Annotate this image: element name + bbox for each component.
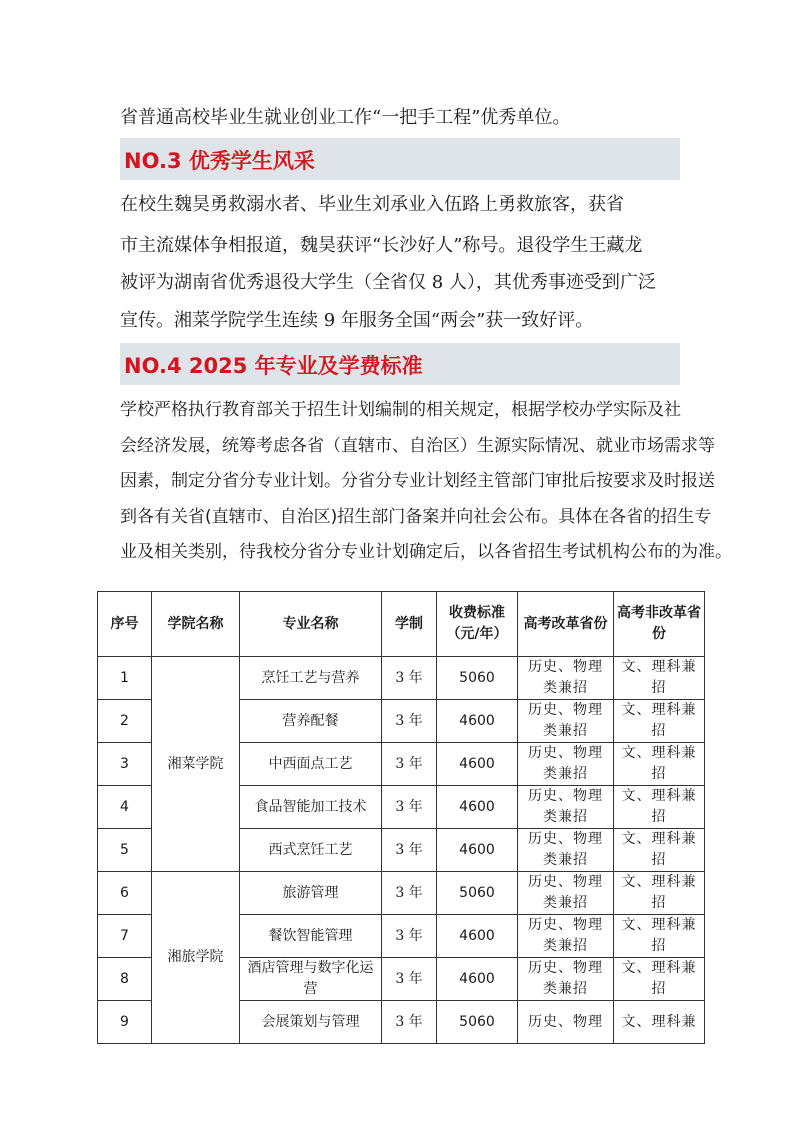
years: 3 年 [382, 958, 437, 1001]
major-name: 营养配餐 [240, 700, 382, 743]
years: 3 年 [382, 657, 437, 700]
major-name: 旅游管理 [240, 872, 382, 915]
years: 3 年 [382, 700, 437, 743]
paragraph-line: 因素，制定分省分专业计划。分省分专业计划经主管部门审批后按要求及时报送 [120, 471, 715, 491]
paragraph-line: 在校生魏昊勇救溺水者、毕业生刘承业入伍路上勇救旅客，获省 [120, 194, 624, 215]
reform-category: 历史、物理 [518, 1001, 614, 1044]
nonreform-category: 文、理科兼 [614, 1001, 705, 1044]
nonreform-category: 文、理科兼招 [614, 915, 705, 958]
fee: 4600 [437, 958, 518, 1001]
section-4-banner [120, 343, 680, 385]
fee: 4600 [437, 700, 518, 743]
major-name: 会展策划与管理 [240, 1001, 382, 1044]
fee-table [97, 591, 705, 1044]
major-name: 中西面点工艺 [240, 743, 382, 786]
major-name: 酒店管理与数字化运营 [240, 958, 382, 1001]
table-header-row [98, 592, 705, 657]
paragraph-line: 会经济发展，统筹考虑各省（直辖市、自治区）生源实际情况、就业市场需求等 [120, 435, 715, 456]
major-name: 西式烹饪工艺 [240, 829, 382, 872]
college-name: 湘菜学院 [152, 657, 240, 872]
paragraph-line: 业及相关类别，待我校分省分专业计划确定后，以各省招生考试机构公布的为准。 [120, 542, 732, 562]
row-no: 2 [98, 700, 152, 743]
years: 3 年 [382, 915, 437, 958]
reform-category: 历史、物理类兼招 [518, 657, 614, 700]
row-no: 4 [98, 786, 152, 829]
row-no: 8 [98, 958, 152, 1001]
nonreform-category: 文、理科兼招 [614, 743, 705, 786]
paragraph-line: 学校严格执行教育部关于招生计划编制的相关规定，根据学校办学实际及社 [120, 400, 681, 420]
nonreform-category: 文、理科兼招 [614, 786, 705, 829]
major-name: 餐饮智能管理 [240, 915, 382, 958]
section-3-paragraph [120, 190, 680, 336]
header-fee: 收费标准（元/年） [437, 592, 518, 657]
nonreform-category: 文、理科兼招 [614, 700, 705, 743]
intro-line: 省普通高校毕业生就业创业工作“一把手工程”优秀单位。 [120, 107, 571, 128]
fee: 4600 [437, 743, 518, 786]
reform-category: 历史、物理类兼招 [518, 958, 614, 1001]
years: 3 年 [382, 786, 437, 829]
major-name: 食品智能加工技术 [240, 786, 382, 829]
fee: 5060 [437, 872, 518, 915]
row-no: 5 [98, 829, 152, 872]
header-no: 序号 [98, 592, 152, 657]
fee: 4600 [437, 915, 518, 958]
section-4-title: NO.4 2025 年专业及学费标准 [124, 354, 423, 378]
paragraph-line: 到各有关省(直辖市、自治区)招生部门备案并向社会公布。具体在各省的招生专 [120, 506, 712, 527]
fee: 5060 [437, 1001, 518, 1044]
section-3-banner [120, 138, 680, 180]
nonreform-category: 文、理科兼招 [614, 657, 705, 700]
reform-category: 历史、物理类兼招 [518, 700, 614, 743]
section-3-title: NO.3 优秀学生风采 [124, 149, 315, 173]
header-years: 学制 [382, 592, 437, 657]
reform-category: 历史、物理类兼招 [518, 786, 614, 829]
fee: 5060 [437, 657, 518, 700]
paragraph-line: 宣传。湘菜学院学生连续 9 年服务全国“两会”获一致好评。 [120, 310, 594, 331]
table-row [98, 872, 705, 915]
row-no: 3 [98, 743, 152, 786]
row-no: 6 [98, 872, 152, 915]
nonreform-category: 文、理科兼招 [614, 872, 705, 915]
row-no: 1 [98, 657, 152, 700]
years: 3 年 [382, 743, 437, 786]
nonreform-category: 文、理科兼招 [614, 958, 705, 1001]
nonreform-category: 文、理科兼招 [614, 829, 705, 872]
years: 3 年 [382, 872, 437, 915]
header-major: 专业名称 [240, 592, 382, 657]
fee: 4600 [437, 786, 518, 829]
row-no: 9 [98, 1001, 152, 1044]
reform-category: 历史、物理类兼招 [518, 743, 614, 786]
years: 3 年 [382, 1001, 437, 1044]
reform-category: 历史、物理类兼招 [518, 872, 614, 915]
years: 3 年 [382, 829, 437, 872]
table-row [98, 657, 705, 700]
major-name: 烹饪工艺与营养 [240, 657, 382, 700]
row-no: 7 [98, 915, 152, 958]
reform-category: 历史、物理类兼招 [518, 915, 614, 958]
section-4-paragraph [120, 393, 732, 571]
fee: 4600 [437, 829, 518, 872]
header-college: 学院名称 [152, 592, 240, 657]
reform-category: 历史、物理类兼招 [518, 829, 614, 872]
header-nonreform: 高考非改革省份 [614, 592, 705, 657]
college-name: 湘旅学院 [152, 872, 240, 1044]
paragraph-line: 市主流媒体争相报道，魏昊获评“长沙好人”称号。退役学生王藏龙 [120, 235, 643, 256]
header-reform: 高考改革省份 [518, 592, 614, 657]
paragraph-line: 被评为湖南省优秀退役大学生（全省仅 8 人），其优秀事迹受到广泛 [120, 272, 656, 293]
